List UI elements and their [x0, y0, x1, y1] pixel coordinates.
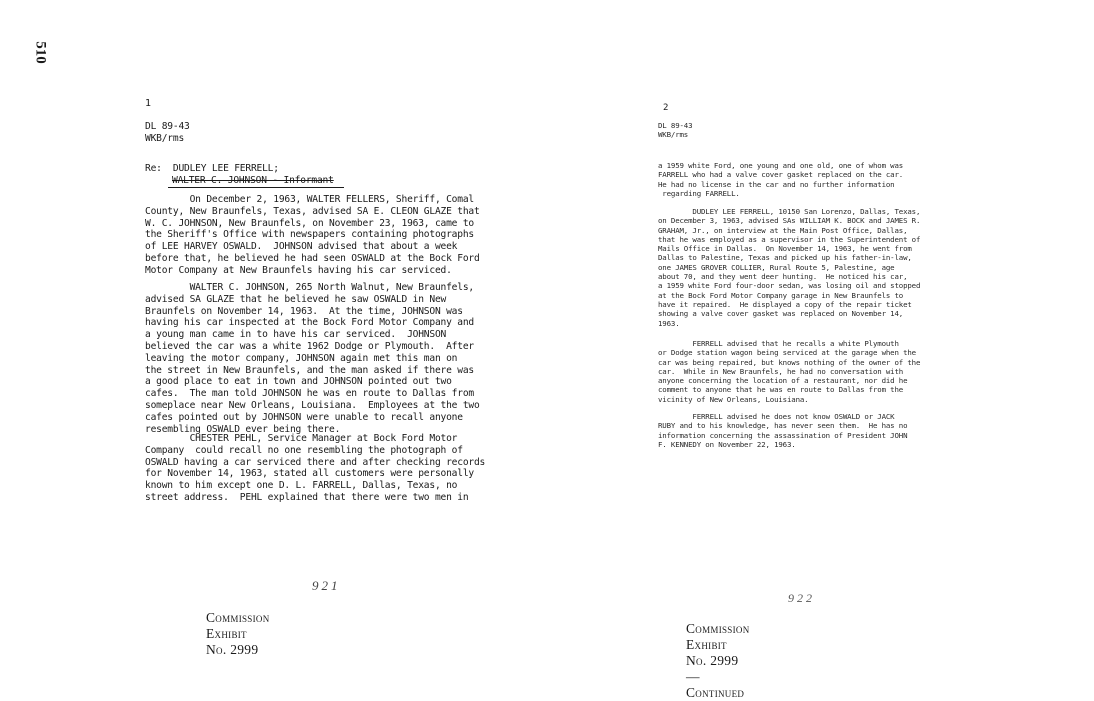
paragraph: FERRELL advised he does not know OSWALD or JACK RUBY and to his knowledge, has never seen them. He has no information concerning the assassination of President JOHN F. KENNEDY on November 22, 1963. — [658, 412, 908, 449]
re-line-struck: WALTER C. JOHNSON - Informant — [172, 175, 334, 186]
re-line: Re: DUDLEY LEE FERRELL; — [145, 163, 279, 174]
page-number: 1 — [145, 98, 152, 109]
initials: WKB/rms — [658, 130, 689, 139]
paragraph: FERRELL advised that he recalls a white Plymouth or Dodge station wagon being serviced at the garage when the car was being repaired, but knows nothing of the owner of the car. While in New Braunfels, he had no conversation with anyone concerning the location of a restaurant, nor did he comment to anyone that he was en route to Dallas from the vicinity of New Orleans, Louisiana. — [658, 339, 921, 404]
file-number: DL 89-43 — [658, 121, 693, 130]
paragraph: WALTER C. JOHNSON, 265 North Walnut, New Braunfels, advised SA GLAZE that he believed he saw OSWALD in New Braunfels on November 14, 1963. At the time, JOHNSON was having his car inspected at the Bock Ford Motor Company and a young man came in to have his car serviced. JOHNSON believed the car was a white 1962 Dodge or Plymouth. After leaving the motor company, JOHNSON again met this man on the street in New Braunfels, and the man asked if there was a good place to eat in town and JOHNSON pointed out two cafes. The man told JOHNSON he was en route to Dallas from someplace near New Orleans, Louisiana. Employees at the two cafes pointed out by JOHNSON were unable to recall anyone resembling OSWALD ever being there. — [145, 282, 480, 435]
underline — [168, 187, 344, 188]
paragraph: a 1959 white Ford, one young and one old, one of whom was FARRELL who had a valve cover gasket replaced on the car. He had no license in the car and no further information regarding FARRELL. — [658, 161, 904, 198]
file-number: DL 89-43 — [145, 121, 190, 132]
initials: WKB/rms — [145, 133, 185, 144]
paragraph: On December 2, 1963, WALTER FELLERS, Sheriff, Comal County, New Braunfels, Texas, advised SA E. CLEON GLAZE that W. C. JOHNSON, New Braunfels, on November 23, 1963, came to the Sheriff's Office with newspapers containing photographs of LEE HARVEY OSWALD. JOHNSON advised that about a week before that, he believed he had seen OSWALD at the Bock Ford Motor Company at New Braunfels having his car serviced. — [145, 194, 480, 276]
paragraph: CHESTER PEHL, Service Manager at Bock Ford Motor Company could recall no one resembling the photograph of OSWALD having a car serviced there and after checking records for November 14, 1963, stated all customers were personally known to him except one D. L. FARRELL, Dallas, Texas, no street address. PEHL explained that there were two men in — [145, 433, 486, 503]
page-number: 2 — [663, 103, 669, 113]
exhibit-caption: Commission Exhibit No. 2999—Continued — [686, 621, 750, 700]
exhibit-caption: Commission Exhibit No. 2999 — [206, 610, 270, 657]
paragraph: DUDLEY LEE FERRELL, 10150 San Lorenzo, Dallas, Texas, on December 3, 1963, advised SAs WILLIAM K. BOCK and JAMES R. GRAHAM, Jr., on interview at the Main Post Office, Dallas, that he was employed as a supervisor in the Superintendent of Mails Office in Dallas. On November 14, 1963, he went from Dallas to Palestine, Texas and picked up his father-in-law, one JAMES GROVER COLLIER, Rural Route 5, Palestine, age about 70, and they went deer hunting. He noticed his car, a 1959 white Ford four-door sedan, was losing oil and stopped at the Bock Ford Motor Company garage in New Braunfels to have it repaired. He displayed a copy of the repair ticket showing a valve cover gasket was replaced on November 14, 1963. — [658, 207, 921, 328]
handwritten-number: 921 — [312, 578, 341, 593]
side-page-number: 510 — [32, 41, 49, 64]
handwritten-number: 922 — [788, 591, 815, 605]
